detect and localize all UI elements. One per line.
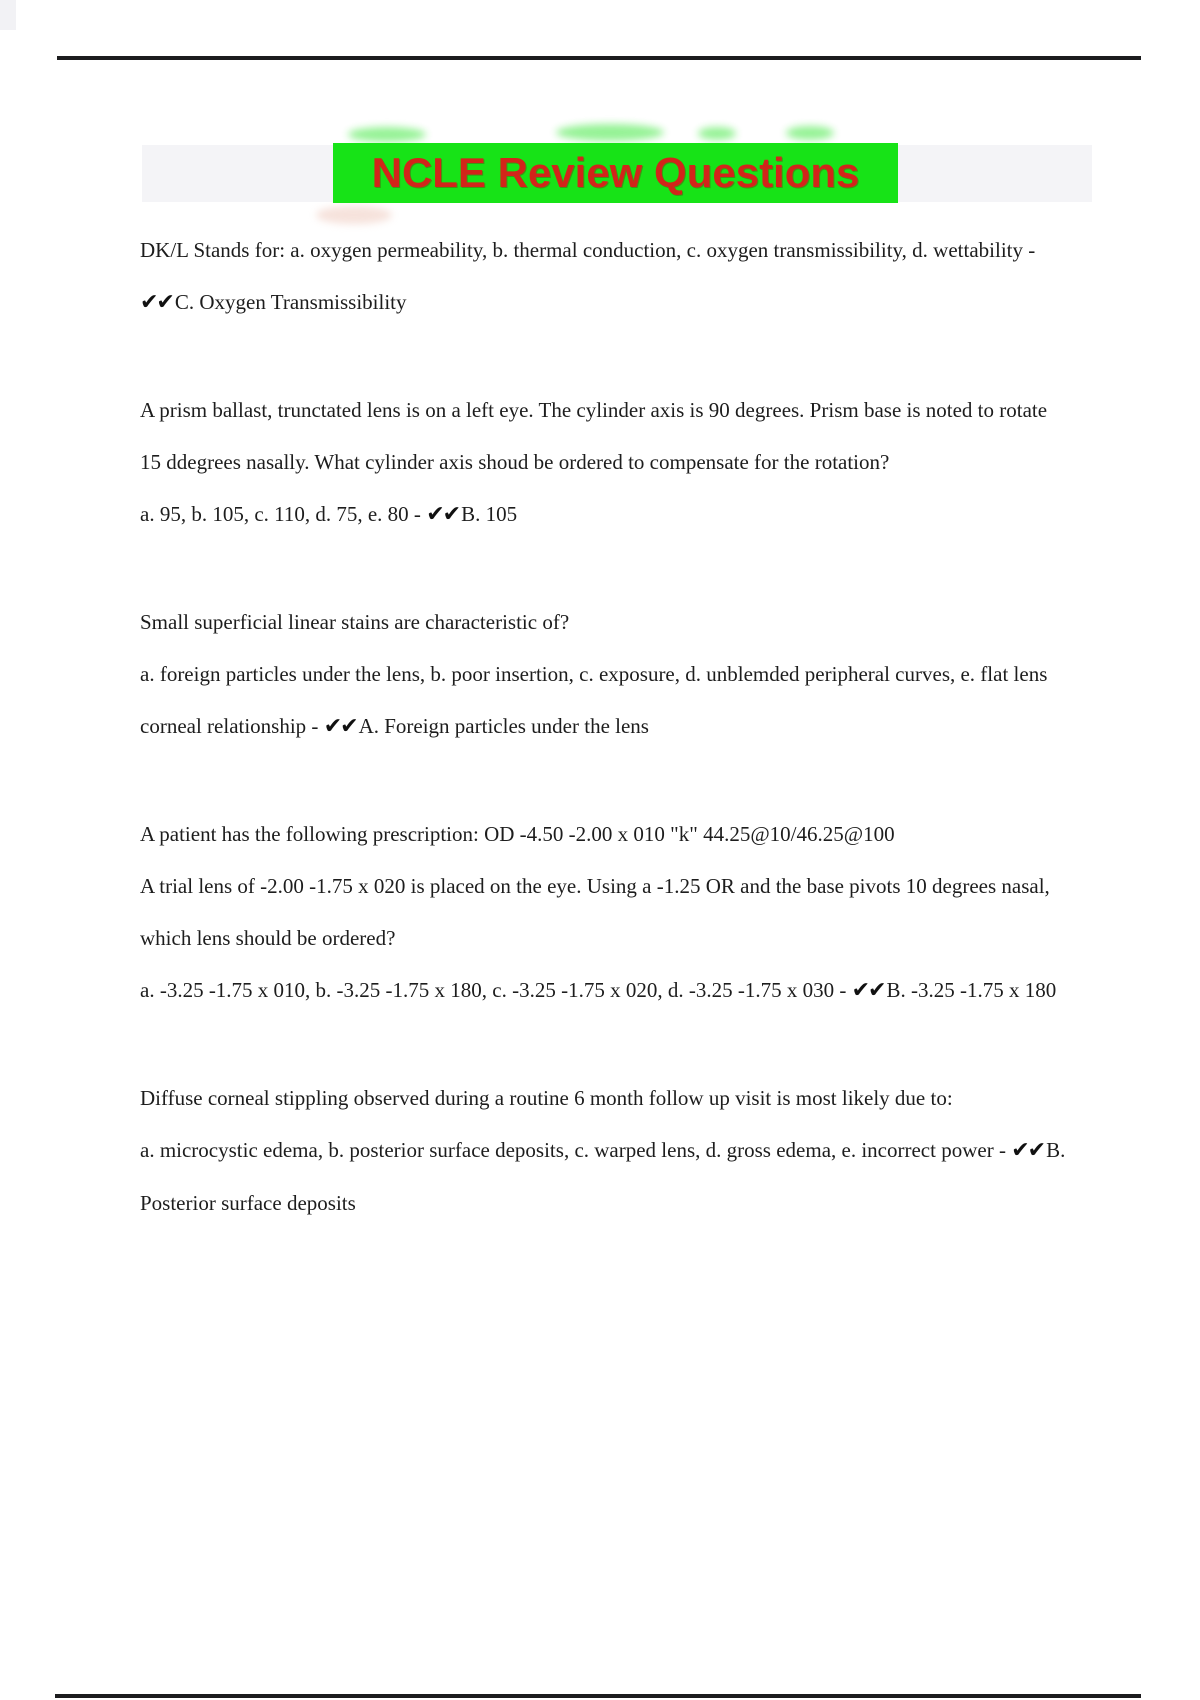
title-highlight xyxy=(333,143,898,203)
options-text: a. -3.25 -1.75 x 010, b. -3.25 -1.75 x 180, c. -3.25 -1.75 x 020, d. -3.25 -1.75 x 030 - xyxy=(140,978,852,1002)
options-text: a. foreign particles under the lens, b. poor insertion, c. exposure, d. unblemded peripheral curves, e. flat lens corneal relationship - xyxy=(140,662,1048,738)
question-paragraph xyxy=(140,384,1072,488)
questions-list xyxy=(140,224,1072,1229)
question-block xyxy=(140,596,1072,753)
double-check-icon: ✔✔ xyxy=(140,290,173,315)
question-paragraph xyxy=(140,860,1072,964)
answer-paragraph xyxy=(140,964,1072,1017)
question-paragraph xyxy=(140,1072,1072,1124)
highlight-smudge xyxy=(698,127,736,140)
bottom-rule xyxy=(55,1694,1141,1698)
question-text: A trial lens of -2.00 -1.75 x 020 is placed on the eye. Using a -1.25 OR and the base pivots 10 degrees nasal, which lens should be ordered? xyxy=(140,874,1050,950)
question-text: Small superficial linear stains are characteristic of? xyxy=(140,610,570,634)
double-check-icon: ✔✔ xyxy=(851,978,885,1003)
top-rule xyxy=(57,56,1141,60)
answer-text: C. Oxygen Transmissibility xyxy=(174,290,407,314)
double-check-icon: ✔✔ xyxy=(323,714,357,739)
answer-text: B. Posterior surface deposits xyxy=(140,1138,1066,1215)
page-title: NCLE Review Questions xyxy=(371,149,860,196)
double-check-icon: ✔✔ xyxy=(426,502,460,527)
question-paragraph xyxy=(140,808,1072,860)
scan-smudge xyxy=(316,206,392,224)
scan-artifact xyxy=(0,0,16,30)
answer-paragraph xyxy=(140,648,1072,753)
answer-text: A. Foreign particles under the lens xyxy=(358,714,649,738)
highlight-smudge xyxy=(556,124,664,141)
double-check-icon: ✔✔ xyxy=(1011,1138,1045,1163)
question-block xyxy=(140,808,1072,1017)
question-text: A patient has the following prescription: OD -4.50 -2.00 x 010 "k" 44.25@10/46.25@100 xyxy=(140,822,895,846)
highlight-smudge xyxy=(786,126,834,140)
highlight-smudge xyxy=(348,127,426,142)
question-block xyxy=(140,1072,1072,1229)
question-paragraph xyxy=(140,596,1072,648)
answer-paragraph xyxy=(140,1124,1072,1229)
answer-text: B. -3.25 -1.75 x 180 xyxy=(886,978,1057,1002)
options-text: a. 95, b. 105, c. 110, d. 75, e. 80 - xyxy=(140,502,427,526)
question-block xyxy=(140,384,1072,541)
answer-paragraph xyxy=(140,488,1072,541)
question-text: DK/L Stands for: a. oxygen permeability, b. thermal conduction, c. oxygen transmissibility, d. wettability - xyxy=(140,238,1036,262)
question-block xyxy=(140,224,1072,329)
question-paragraph xyxy=(140,224,1072,329)
question-text: Diffuse corneal stippling observed during a routine 6 month follow up visit is most likely due to: xyxy=(140,1086,953,1110)
options-text: a. microcystic edema, b. posterior surface deposits, c. warped lens, d. gross edema, e. incorrect power - xyxy=(140,1138,1012,1162)
question-text: A prism ballast, trunctated lens is on a left eye. The cylinder axis is 90 degrees. Prism base is noted to rotate 15 ddegrees nasally. What cylinder axis shoud be ordered to compensate for the rotation? xyxy=(140,398,1048,474)
answer-text: B. 105 xyxy=(461,502,518,526)
